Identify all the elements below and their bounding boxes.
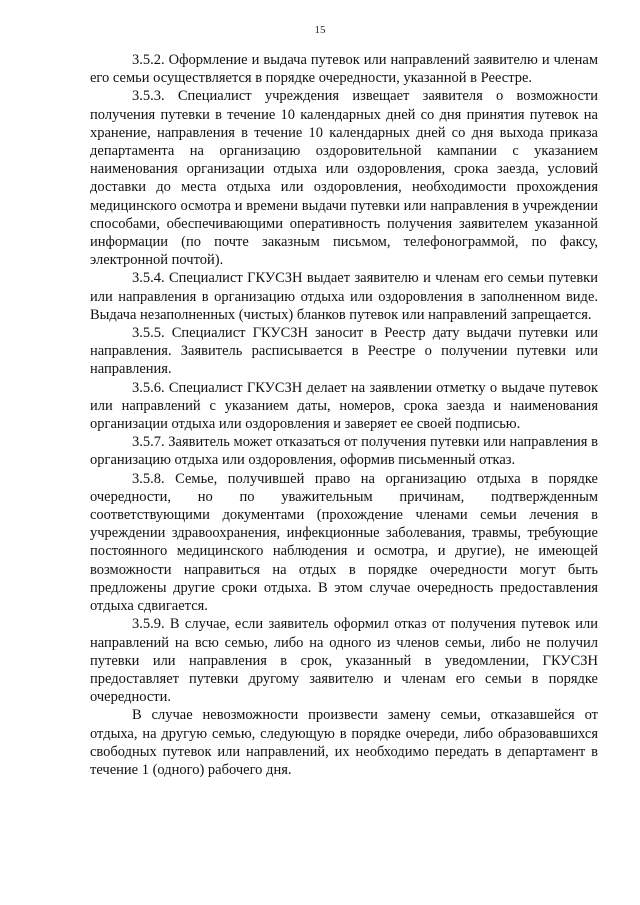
paragraph-3-5-4: 3.5.4. Специалист ГКУСЗН выдает заявителю и членам его семьи путевки или направления в организацию отдыха или оздоровления в заполненном виде. Выдача незаполненных (чистых) бланков путевок или направлений запрещается. — [90, 270, 598, 323]
page-number: 15 — [314, 24, 326, 36]
paragraph-3-5-6: 3.5.6. Специалист ГКУСЗН делает на заявлении отметку о выдаче путевок или направлений с указанием даты, номеров, срока заезда и наименования организации отдыха или оздоровления и заверяет ее своей подписью. — [90, 379, 598, 433]
paragraph-3-5-5: 3.5.5. Специалист ГКУСЗН заносит в Реестр дату выдачи путевки или направления. Заявитель расписывается в Реестре о получении путевки или направления. — [90, 325, 598, 378]
paragraph-3-5-9: 3.5.9. В случае, если заявитель оформил отказ от получения путевок или направлений на всю семью, либо на одного из членов семьи, либо не получил путевки или направления в срок, указанный в уведомлении, ГКУСЗН предоставляет путевки другому заявителю и членам его семьи в порядке очередности. — [90, 616, 598, 706]
paragraph-replacement: В случае невозможности произвести замену семьи, отказавшейся от отдыха, на другую семью, следующую в порядке очереди, либо образовавшихся свободных путевок или направлений, их необходимо передать в департамент в течение 1 (одного) рабочего дня. — [90, 707, 598, 778]
paragraph-3-5-3: 3.5.3. Специалист учреждения извещает заявителя о возможности получения путевки в течение 10 календарных дней со дня принятия путевок на хранение, направления в течение 10 календарных дней со дня выхода приказа департамента на организацию оздоровительной кампании с указанием наименования организации отдыха или оздоровления, срока заезда, условий доставки до места отдыха или оздоровления, необходимости прохождения медицинского осмотра и времени выдачи путевки или направления в учреждении способами, обеспечивающими оперативность получения заявителем указанной информации (по почте заказным письмом, телефонограммой, по факсу, электронной почтой). — [90, 88, 598, 269]
paragraph-3-5-7: 3.5.7. Заявитель может отказаться от получения путевки или направления в организацию отдыха или оздоровления, оформив письменный отказ. — [90, 434, 598, 469]
paragraph-3-5-2: 3.5.2. Оформление и выдача путевок или направлений заявителю и членам его семьи осуществляется в порядке очередности, указанной в Реестре. — [90, 52, 598, 87]
paragraph-3-5-8: 3.5.8. Семье, получившей право на организацию отдыха в порядке очередности, но по уважительным причинам, подтвержденным соответствующими документами (прохождение членами семьи лечения в учреждении здравоохранения, инфекционные заболевания, травмы, требующие постоянного медицинского наблюдения и осмотра, и другие), не имеющей возможности направиться на отдых в порядке очередности могут быть предложены другие сроки отдыха. В этом случае очередность предоставления отдыха сдвигается. — [90, 470, 598, 615]
document-body — [90, 51, 598, 779]
